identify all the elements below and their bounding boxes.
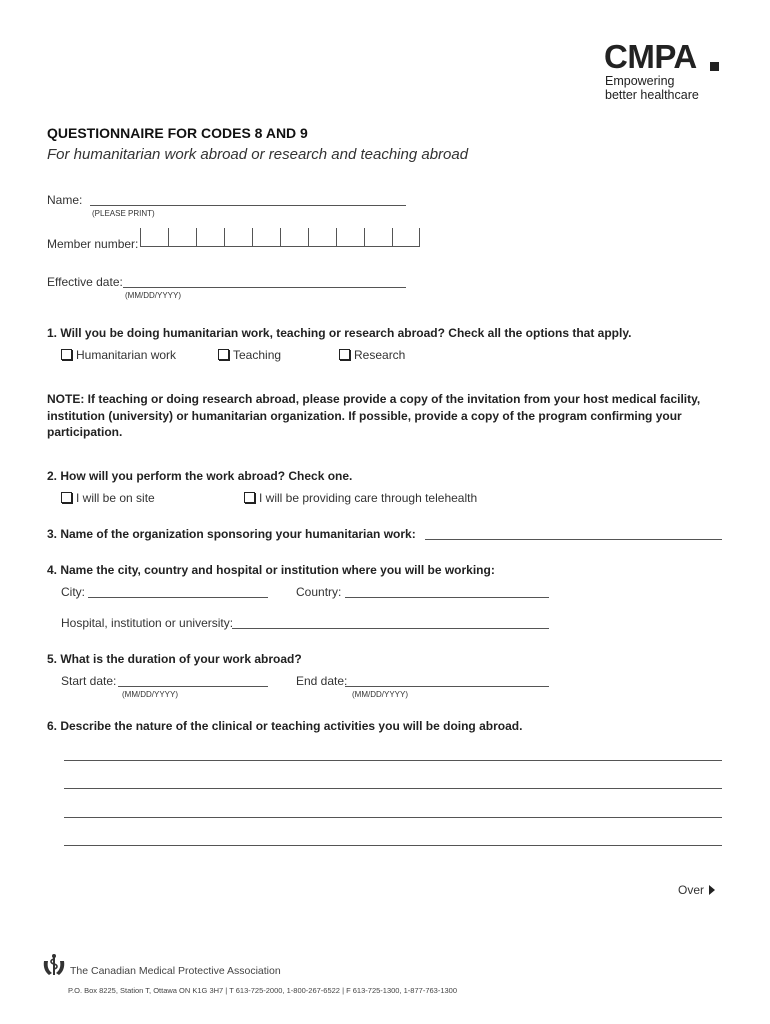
checkbox-icon[interactable]	[244, 492, 255, 503]
q2-option-label: I will be on site	[76, 491, 155, 505]
q1-option-label: Research	[354, 348, 406, 362]
description-line[interactable]	[64, 844, 722, 846]
cmpa-logo-wordmark: CMPA	[604, 38, 697, 75]
member-digit-box[interactable]	[336, 228, 364, 247]
effective-date-hint: (MM/DD/YYYY)	[125, 291, 181, 300]
logo-tagline-line-1: Empowering	[605, 74, 675, 88]
caring-hands-icon	[40, 951, 68, 984]
member-digit-box[interactable]	[364, 228, 392, 247]
start-date-field[interactable]	[118, 685, 268, 687]
page-subtitle: For humanitarian work abroad or research and teaching abroad	[47, 146, 469, 163]
q2-option-onsite[interactable]	[61, 491, 155, 505]
checkbox-icon[interactable]	[61, 349, 72, 360]
member-digit-box[interactable]	[308, 228, 336, 247]
member-digit-box[interactable]	[140, 228, 168, 247]
member-digit-box[interactable]	[280, 228, 308, 247]
start-date-label: Start date:	[61, 674, 117, 688]
end-date-hint: (MM/DD/YYYY)	[352, 690, 408, 699]
member-number-label: Member number:	[47, 237, 139, 251]
q2-option-label: I will be providing care through telehealth	[259, 491, 478, 505]
logo-dot	[710, 62, 719, 71]
question-3: 3. Name of the organization sponsoring your humanitarian work:	[47, 527, 416, 541]
checkbox-icon[interactable]	[339, 349, 350, 360]
q1-option-humanitarian[interactable]	[61, 348, 176, 362]
page-title: QUESTIONNAIRE FOR CODES 8 AND 9	[47, 125, 308, 141]
triangle-right-icon	[709, 885, 715, 895]
name-hint: (PLEASE PRINT)	[92, 209, 155, 218]
q1-option-teaching[interactable]	[218, 348, 281, 362]
sponsor-organization-field[interactable]	[425, 538, 722, 540]
city-field[interactable]	[88, 596, 268, 598]
country-label: Country:	[296, 585, 342, 599]
footer-organization-name: The Canadian Medical Protective Association	[70, 965, 281, 977]
description-line[interactable]	[64, 816, 722, 818]
member-digit-box[interactable]	[168, 228, 196, 247]
logo-tagline	[605, 74, 699, 102]
description-line[interactable]	[64, 759, 722, 761]
question-5: 5. What is the duration of your work abroad?	[47, 652, 302, 666]
checkbox-icon[interactable]	[61, 492, 72, 503]
over-label: Over	[678, 883, 705, 897]
q1-option-label: Humanitarian work	[76, 348, 177, 362]
member-digit-box[interactable]	[252, 228, 280, 247]
country-field[interactable]	[345, 596, 549, 598]
logo-tagline-line-2: better healthcare	[605, 88, 699, 102]
hospital-label: Hospital, institution or university:	[61, 616, 234, 630]
end-date-label: End date:	[296, 674, 348, 688]
hospital-field[interactable]	[232, 627, 549, 629]
effective-date-label: Effective date:	[47, 275, 123, 289]
question-2: 2. How will you perform the work abroad? Check one.	[47, 469, 353, 483]
question-6: 6. Describe the nature of the clinical or teaching activities you will be doing abroad.	[47, 719, 523, 733]
over-indicator[interactable]	[678, 883, 715, 897]
member-number-field[interactable]	[140, 228, 420, 248]
member-digit-box[interactable]	[224, 228, 252, 247]
member-digit-box[interactable]	[196, 228, 224, 247]
q1-option-label: Teaching	[233, 348, 282, 362]
q2-option-telehealth[interactable]	[244, 491, 477, 505]
start-date-hint: (MM/DD/YYYY)	[122, 690, 178, 699]
name-label: Name:	[47, 193, 83, 207]
city-label: City:	[61, 585, 85, 599]
checkbox-icon[interactable]	[218, 349, 229, 360]
name-field[interactable]	[90, 204, 406, 206]
note-text: NOTE: If teaching or doing research abroad, please provide a copy of the invitation from your host medical facility, institution (university) or humanitarian organization. If possible, provide a copy of the program confirming your participation.	[47, 392, 701, 439]
question-4: 4. Name the city, country and hospital or institution where you will be working:	[47, 563, 495, 577]
effective-date-field[interactable]	[123, 286, 406, 288]
question-1: 1. Will you be doing humanitarian work, teaching or research abroad? Check all the options that apply.	[47, 326, 632, 340]
q1-option-research[interactable]	[339, 348, 405, 362]
footer-address: P.O. Box 8225, Station T, Ottawa ON K1G 3H7 | T 613-725-2000, 1-800-267-6522 | F 613-725-1300, 1-877-763-1300	[68, 986, 458, 995]
member-digit-box[interactable]	[392, 228, 420, 247]
description-line[interactable]	[64, 787, 722, 789]
end-date-field[interactable]	[345, 685, 549, 687]
